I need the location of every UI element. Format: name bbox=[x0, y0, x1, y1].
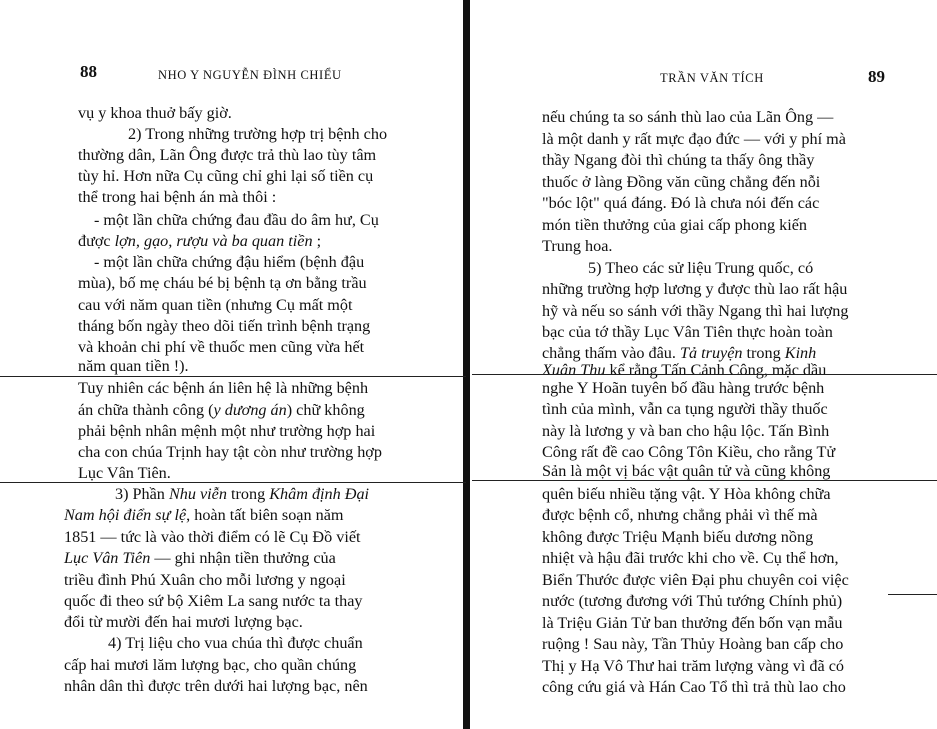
text-line: 1851 — tức là vào thời điểm có lẽ Cụ Đồ viết bbox=[64, 528, 361, 546]
italic-run: Xuân Thu bbox=[542, 361, 606, 379]
italic-run: Nam hội điển sự lệ bbox=[64, 506, 187, 524]
text-line: quên biếu nhiều tặng vật. Y Hòa không chữa bbox=[542, 485, 831, 503]
text-line: Công rất đề cao Công Tôn Kiều, cho rằng Tử bbox=[542, 443, 836, 461]
text-line: nhân dân thì được trên dưới hai lượng bạc, nên bbox=[64, 677, 368, 695]
text-line: bạc của tớ thầy Lục Vân Tiên thực hoàn toàn bbox=[542, 323, 833, 341]
right-page bbox=[472, 0, 937, 729]
text-line: là một danh y rất mực đạo đức — với y phí mà bbox=[542, 130, 846, 148]
text-line: cau với năm quan tiền (nhưng Cụ mất một bbox=[78, 296, 353, 314]
text-line: đổi từ mười đến hai mươi lượng bạc. bbox=[64, 613, 303, 631]
text-line: này là lương y và ban cho hậu lộc. Tấn Bình bbox=[542, 422, 830, 440]
italic-run: Kinh bbox=[784, 344, 817, 362]
text-run: ) chữ không bbox=[286, 401, 365, 419]
text-line: được bệnh cổ, nhưng chẳng phải vì thế mà bbox=[542, 506, 818, 524]
text-line: ruộng ! Sau này, Tần Thủy Hoàng ban cấp cho bbox=[542, 635, 844, 653]
text-line: Trung hoa. bbox=[542, 237, 613, 255]
scan-fold-line bbox=[0, 376, 466, 377]
text-line: công cứu giá và Hán Cao Tổ thì trả thù lao cho bbox=[542, 678, 846, 696]
text-line: cha con chúa Trịnh hay tật còn như trường hợp bbox=[78, 443, 382, 461]
italic-run: Khâm định Đại bbox=[269, 485, 370, 503]
text-line: năm quan tiền !). bbox=[78, 357, 189, 375]
running-head: TRẦN VĂN TÍCH bbox=[660, 71, 764, 85]
italic-run: lợn, gạo, rượu và ba quan tiền bbox=[114, 232, 313, 250]
text-run: án chữa thành công ( bbox=[78, 401, 214, 419]
text-line: - một lần chữa chứng đậu hiểm (bệnh đậu bbox=[94, 253, 365, 271]
text-line: nghe Y Hoãn tuyên bố đầu hàng trước bệnh bbox=[542, 379, 825, 397]
text-line: 5) Theo các sử liệu Trung quốc, có bbox=[588, 259, 814, 277]
text-line bbox=[64, 505, 343, 525]
text-run: trong bbox=[742, 344, 785, 362]
text-line: nước (tương đương với Thủ tướng Chính phủ) bbox=[542, 592, 843, 610]
text-line: vụ y khoa thuở bấy giờ. bbox=[78, 104, 232, 122]
text-run: chẳng thấm vào đâu. bbox=[542, 344, 680, 362]
text-line: nếu chúng ta so sánh thù lao của Lãn Ông — bbox=[542, 108, 834, 126]
scan-fold-line bbox=[0, 482, 466, 483]
text-line: tùy hỉ. Hơn nữa Cụ cũng chỉ ghi lại số tiền cụ bbox=[78, 167, 374, 185]
text-run: trong bbox=[226, 485, 270, 503]
scan-fold-line bbox=[888, 594, 937, 595]
text-line: Thị y Hạ Vô Thư hai trăm lượng vàng vì đã có bbox=[542, 657, 844, 675]
text-line: tháng bốn ngày theo dõi tiến trình bệnh trạng bbox=[78, 317, 371, 335]
text-line: Biển Thước được viên Đại phu chuyên coi việc bbox=[542, 571, 849, 589]
text-line bbox=[78, 400, 365, 420]
text-line: "bóc lột" quá đáng. Đó là chưa nói đến các bbox=[542, 194, 820, 212]
text-line: 4) Trị liệu cho vua chúa thì được chuẩn bbox=[108, 634, 363, 652]
text-line: - một lần chữa chứng đau đầu do âm hư, Cụ bbox=[94, 211, 379, 229]
text-run: kể rằng Tấn Cảnh Công, mặc dầu bbox=[605, 361, 827, 379]
scan-fold-line bbox=[472, 374, 937, 375]
running-head: NHO Y NGUYỄN ĐÌNH CHIỂU bbox=[158, 68, 342, 82]
italic-run: y dương án bbox=[213, 401, 287, 419]
text-line bbox=[78, 231, 321, 251]
text-run: được bbox=[78, 232, 115, 250]
italic-run: Nhu viễn bbox=[168, 485, 227, 503]
text-line bbox=[115, 484, 369, 504]
text-run: — ghi nhận tiền thưởng của bbox=[150, 549, 336, 567]
text-line bbox=[542, 360, 826, 380]
text-line: thầy Ngang đòi thì chúng ta thấy ông thầy bbox=[542, 151, 815, 169]
text-line: mùa), bố mẹ cháu bé bị bệnh tạ ơn bằng trầu bbox=[78, 274, 367, 292]
italic-run: Tả truyện bbox=[680, 344, 743, 362]
text-line: Lục Vân Tiên. bbox=[78, 464, 171, 482]
text-line: không được Triệu Mạnh biếu dương nồng bbox=[542, 528, 814, 546]
text-line: cấp hai mươi lăm lượng bạc, cho quần chúng bbox=[64, 656, 357, 674]
page-number: 88 bbox=[80, 62, 97, 81]
text-line: thuốc ở làng Đồng văn cũng chẳng đến nỗi bbox=[542, 173, 821, 191]
text-run: ; bbox=[312, 232, 322, 250]
text-line: tình của mình, vẫn ca tụng người thầy thuốc bbox=[542, 400, 828, 418]
text-line: hỹ và nếu so sánh với thầy Ngang thì hai lượng bbox=[542, 302, 849, 320]
text-run: , hoàn tất biên soạn năm bbox=[186, 506, 344, 524]
scan-fold-line bbox=[472, 480, 937, 481]
text-line: 2) Trong những trường hợp trị bệnh cho bbox=[128, 125, 388, 143]
text-line: phải bệnh nhân mệnh một như trường hợp hai bbox=[78, 422, 376, 440]
text-line: những trường hợp lương y được thù lao rất hậu bbox=[542, 280, 848, 298]
text-line: quốc đi theo sứ bộ Xiêm La sang nước ta thay bbox=[64, 592, 363, 610]
text-line: Sản là một vị bác vật quân tử và cũng không bbox=[542, 462, 831, 480]
text-line: nhiệt và hậu đãi trước khi cho về. Cụ thể hơn, bbox=[542, 549, 839, 567]
text-line: thể trong hai bệnh án mà thôi : bbox=[78, 188, 277, 206]
text-line: triều đình Phú Xuân cho mỗi lương y ngoại bbox=[64, 571, 346, 589]
text-line: là Triệu Giản Tử ban thưởng đến bốn vạn mẫu bbox=[542, 614, 843, 632]
page-number: 89 bbox=[868, 67, 885, 86]
italic-run: Lục Vân Tiên bbox=[64, 549, 151, 567]
text-run: 3) Phần bbox=[115, 485, 169, 503]
text-line: và khoản chi phí về thuốc men cũng vừa hết bbox=[78, 338, 365, 356]
left-page bbox=[0, 0, 466, 729]
text-line: Tuy nhiên các bệnh án liên hệ là những bệnh bbox=[78, 379, 369, 397]
text-line: món tiền thưởng của giai cấp phong kiến bbox=[542, 216, 808, 234]
text-line: thường dân, Lãn Ông được trả thù lao tùy tâm bbox=[78, 146, 377, 164]
text-line bbox=[64, 548, 336, 568]
